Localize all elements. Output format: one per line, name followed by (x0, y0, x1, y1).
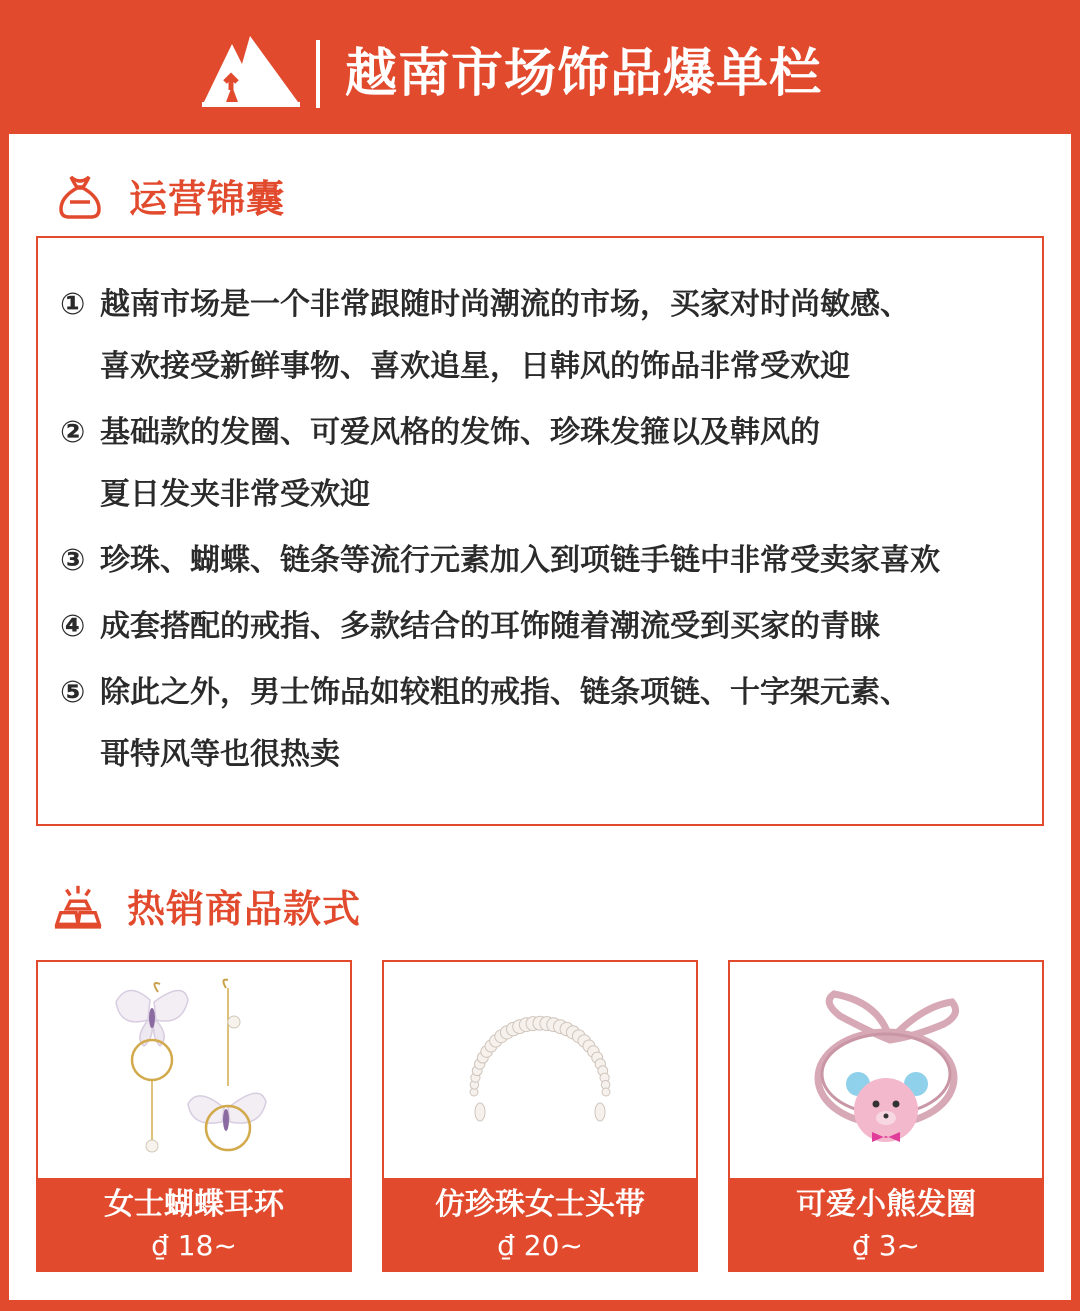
tip-number: ② (60, 415, 86, 450)
tips-box (36, 236, 1044, 826)
product-card-footer (384, 1178, 696, 1270)
tip-line: 越南市场是一个非常跟随时尚潮流的市场，买家对时尚敏感、 (100, 287, 910, 322)
tips-section-header (55, 168, 285, 223)
tip-text (100, 596, 880, 658)
tip-line: 珍珠、蝴蝶、链条等流行元素加入到项链手链中非常受卖家喜欢 (100, 543, 940, 578)
tip-item (60, 530, 1030, 592)
tip-text (100, 530, 940, 592)
tip-number: ⑤ (60, 675, 86, 710)
pouch-icon (55, 171, 105, 221)
tip-line: 除此之外，男士饰品如较粗的戒指、链条项链、十字架元素、 (100, 675, 910, 710)
hot-sales-icon (53, 881, 103, 931)
product-card-footer (38, 1178, 350, 1270)
tip-line: 夏日发夹非常受欢迎 (100, 477, 370, 512)
tip-item (60, 402, 1030, 526)
product-name: 可爱小熊发圈 (796, 1187, 976, 1222)
bear-hair-tie-icon (730, 962, 1042, 1178)
tips-section-title: 运营锦囊 (129, 177, 286, 221)
page-header (0, 0, 1080, 134)
tip-text (100, 402, 820, 526)
tip-number: ③ (60, 543, 86, 578)
product-card-footer (730, 1178, 1042, 1270)
header-divider (316, 40, 320, 108)
tip-line: 成套搭配的戒指、多款结合的耳饰随着潮流受到买家的青睐 (100, 609, 880, 644)
product-price: ₫ 18~ (151, 1229, 237, 1262)
product-price: ₫ 3~ (852, 1229, 920, 1262)
page-title: 越南市场饰品爆单栏 (345, 44, 823, 104)
pearl-headband-icon (384, 962, 696, 1178)
product-price: ₫ 20~ (497, 1229, 583, 1262)
tip-line: 喜欢接受新鲜事物、喜欢追星，日韩风的饰品非常受欢迎 (100, 349, 850, 384)
product-card[interactable] (382, 960, 698, 1272)
products-section-title: 热销商品款式 (127, 887, 362, 931)
product-list (36, 960, 1044, 1272)
tip-line: 基础款的发圈、可爱风格的发饰、珍珠发箍以及韩风的 (100, 415, 820, 450)
tip-item (60, 596, 1030, 658)
tip-item (60, 274, 1030, 398)
product-card[interactable] (728, 960, 1044, 1272)
tip-text (100, 662, 910, 786)
tip-line: 哥特风等也很热卖 (100, 737, 340, 772)
tips-list (60, 274, 1030, 790)
tip-number: ④ (60, 609, 86, 644)
tip-number: ① (60, 287, 86, 322)
product-name: 仿珍珠女士头带 (435, 1187, 645, 1222)
tip-item (60, 662, 1030, 786)
content-panel (9, 134, 1071, 1300)
product-card[interactable] (36, 960, 352, 1272)
tip-text (100, 274, 910, 398)
butterfly-earrings-icon (38, 962, 350, 1178)
mountain-logo-icon (200, 30, 302, 108)
product-name: 女士蝴蝶耳环 (104, 1187, 284, 1222)
products-section-header (53, 878, 361, 933)
